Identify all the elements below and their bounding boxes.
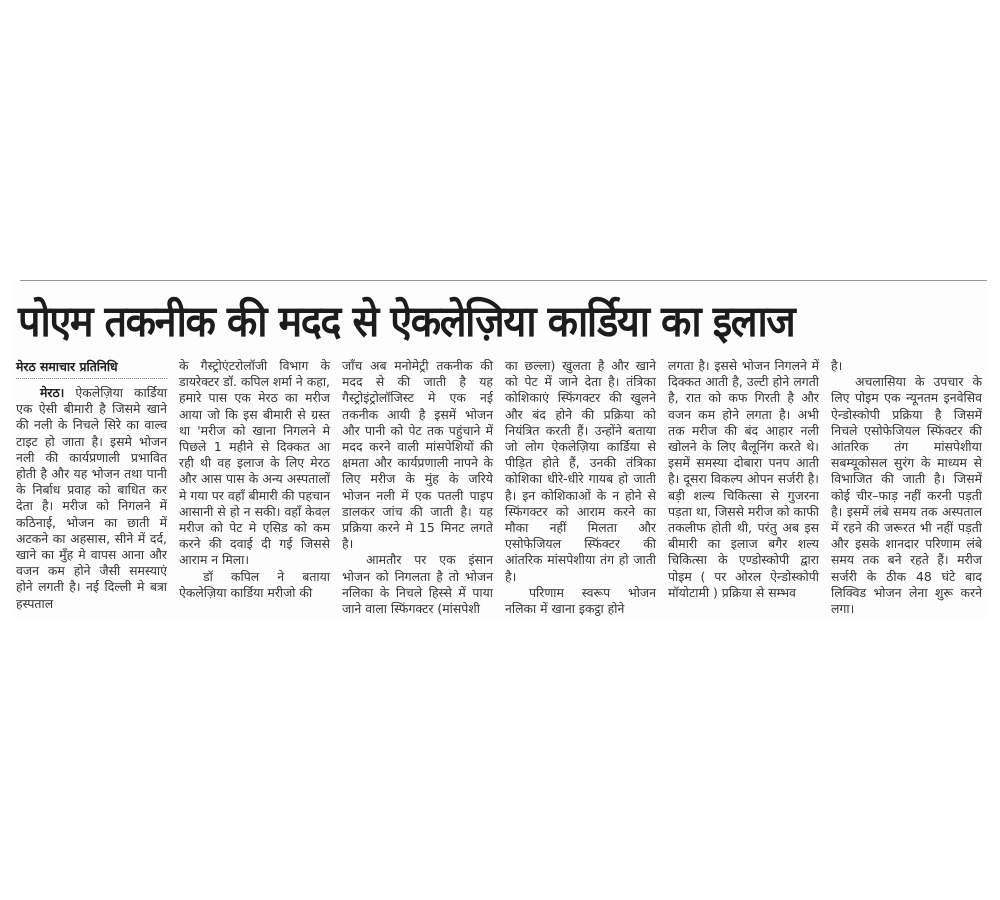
- column-1: [16, 358, 167, 620]
- column-4: [505, 358, 656, 620]
- column-6: [831, 358, 982, 620]
- dateline: मेरठ।: [40, 385, 65, 400]
- top-rule: [20, 280, 987, 281]
- column-5: [668, 358, 819, 620]
- column-2: [179, 358, 330, 620]
- article-columns: [16, 358, 986, 620]
- byline: मेरठ समाचार प्रतिनिधि: [16, 358, 167, 379]
- paragraph: के गैस्ट्रोएंटरोलॉजी विभाग के डायरेक्टर डॉ. कपिल शर्मा ने कहा, हमारे पास एक मेरठ का मरीज आया जो कि इस बीमारी से ग्रस्त था 'मरीज को खाना निगलने मे पिछले 1 महीने से दिक्कत आ रही थी वह इलाज के लिए मेरठ और आस पास के अन्य अस्पतालों मे गया पर वहाँ बीमारी की पहचान आसानी से हो न सकी। वहाँ केवल मरीज को पेट मे एसिड को कम करने की दवाई दी गई जिससे आराम न मिला।: [179, 358, 330, 568]
- paragraph: जाँच अब मनोमेट्री तकनीक की मदद से की जाती है यह गैस्ट्रोइंट्रोलॉजिस्ट मे एक नई तकनीक आयी है इसमें भोजन और पानी को पेट तक पहुंचाने में मदद करने वाली मांसपेशियों की क्षमता और कार्यप्रणाली नापने के लिए मरीज के मुंह के जरिये भोजन नली में एक पतली पाइप डालकर जांच की जाती है। यह प्रक्रिया करने मे 15 मिनट लगते है।: [342, 358, 493, 552]
- paragraph: अचलासिया के उपचार के लिए पोइम एक न्यूनतम इनवेसिव ऐन्डोस्कोपी प्रक्रिया है जिसमें निचले एसोफेजियल स्फिंक्टर की आंतरिक तंग मांसपेशीया सबम्यूकोसल सुरंग के माध्यम से विभाजित की जाती है। जिसमें कोई चीर–फाड़ नहीं करनी पड़ती है। इसमें लंबे समय तक अस्पताल में रहने की जरूरत भी नहीं पड़ती और इसके शानदार परिणाम लंबे समय तक बने रहते हैं। मरीज सर्जरी के ठीक 48 घंटे बाद लिक्विड भोजन लेना शुरू करने लगा।: [831, 374, 982, 617]
- paragraph: डॉ कपिल ने बताया ऐकलेज़िया कार्डिया मरीजो की: [179, 568, 330, 600]
- paragraph: परिणाम स्वरूप भोजन नलिका में खाना इकट्ठा होने: [505, 584, 656, 617]
- column-3: [342, 358, 493, 620]
- newspaper-clipping: [12, 280, 987, 620]
- paragraph: है।: [831, 358, 843, 373]
- headline: पोएम तकनीक की मदद से ऐकलेज़िया कार्डिया का इलाज: [18, 297, 795, 347]
- paragraph: आमतौर पर एक इंसान भोजन को निगलता है तो भोजन नलिका के निचले हिस्से में पाया जाने वाला स्फिंगक्टर (मांसपेशी: [342, 552, 493, 617]
- paragraph: का छल्ला) खुलता है और खाने को पेट में जाने देता है। तंत्रिका कोशिकाएं स्फिंगक्टर की खुलने और बंद होने की प्रक्रिया को नियंत्रित करती हैं। उन्होंने बताया जो लोग ऐकलेज़िया कार्डिया से पीड़ित होते हैं, उनकी तंत्रिका कोशिका धीरे-धीरे गायब हो जाती है। इन कोशिकाओं के न होने से स्फिंगक्टर को आराम करने का मौका नहीं मिलता और एसोफेजियल स्फिंक्टर की आंतरिक मांसपेशीया तंग हो जाती है।: [505, 358, 656, 584]
- paragraph: मेरठ। ऐकलेज़िया कार्डिया एक ऐसी बीमारी है जिसमे खाने की नली के निचले सिरे का वाल्व टाइट हो जाता है। इसमे भोजन नली की कार्यप्रणाली प्रभावित होती है और यह भोजन तथा पानी के निर्बाध प्रवाह को बाधित कर देता है। मरीज को निगलने में कठिनाई, भोजन का छाती में अटकने का अहसास, सीने में दर्द, खाने का मुँह मे वापस आना और वजन कम होने जैसी समस्याएं होने लगती है। नई दिल्ली मे बत्रा हस्पताल: [16, 385, 167, 611]
- paragraph: लगता है। इससे भोजन निगलने में दिक्कत आती है, उल्टी होने लगती है, रात को कफ गिरती है और वजन कम होने लगता है। अभी तक मरीज की बंद आहार नली खोलने के लिए बैलूनिंग करते थे। इसमें समस्या दोबारा पनप आती है। दूसरा विकल्प ओपन सर्जरी है।बड़ी शल्य चिकित्सा से गुजरना पड़ता था, जिससे मरीज को काफी तकलीफ होती थी, परंतु अब इस बीमारी का इलाज बगैर शल्य चिकित्सा के एण्डोस्कोपी द्वारा पोइम ( पर ओरल ऐन्डोस्कोपी मॉयोटामी ) प्रक्रिया से सम्भव: [668, 358, 819, 600]
